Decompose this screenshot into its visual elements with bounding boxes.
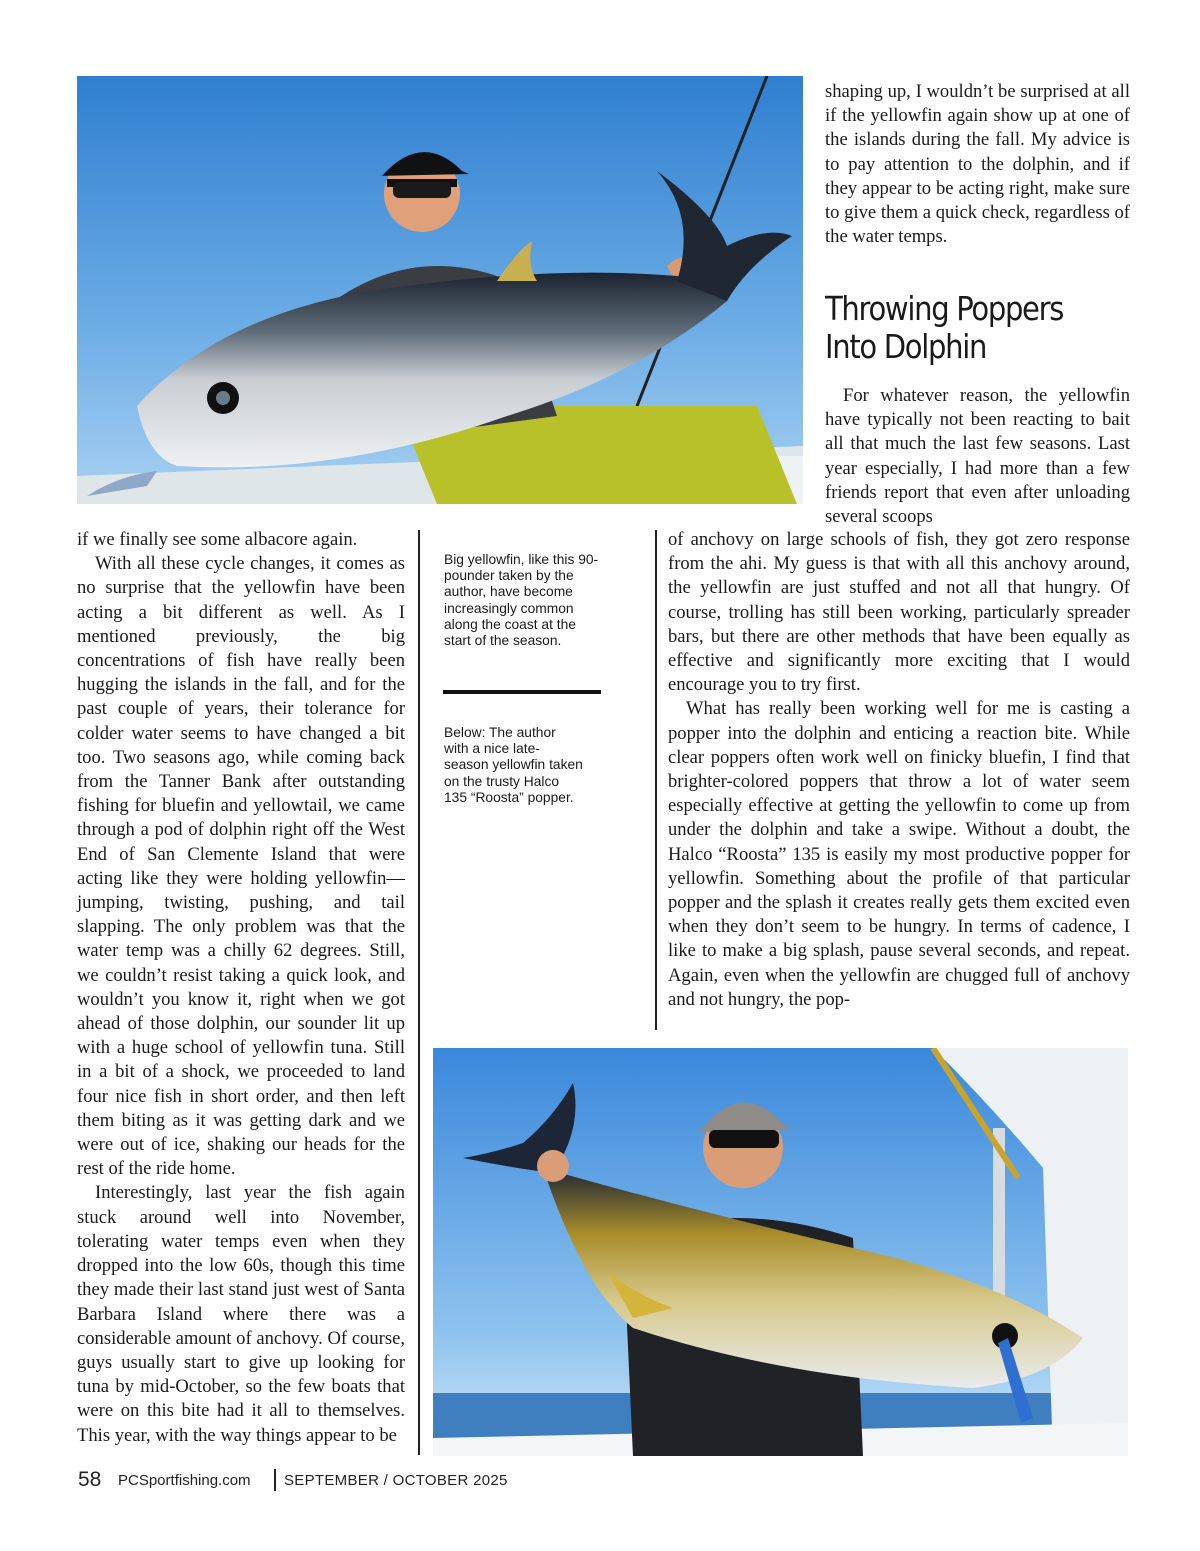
right-column-mid-text	[825, 384, 1130, 529]
paragraph: What has really been working well for me is casting a popper into the dolphin and enticing a reaction bite. While clear poppers often work well on finicky bluefin, I find that brighter-colored poppers that throw a lot of water seem especially effective at getting the yellowfin to come up from under the dolphin and take a swipe. Without a doubt, the Halco “Roosta” 135 is easily my most productive popper for yellowfin. Something about the profile of that particular popper and the splash it creates really gets them excited even when they don’t seem to be hungry. In terms of cadence, I like to make a big splash, pause several seconds, and repeat. Again, even when the yellowfin are chugged full of anchovy and not hungry, the pop-	[668, 698, 1130, 1010]
caption-rule	[443, 690, 601, 694]
issue-date: SEPTEMBER / OCTOBER 2025	[284, 1472, 508, 1489]
paragraph: shaping up, I wouldn’t be surprised at all if the yellowfin again show up at one of the islands during the fall. My advice is to pay attention to the dolphin, and if they appear to be acting right, make sure to give them a quick check, regardless of the water temps.	[825, 81, 1130, 248]
page-number: 58	[78, 1468, 102, 1491]
paragraph: For whatever reason, the yellowfin have typically not been reacting to bait all that much the last few seasons. Last year especially, I had more than a few friends report that even after unloading several scoops	[825, 385, 1130, 528]
heading-line-1: Throwing Poppers	[825, 289, 1064, 328]
heading-line-2: Into Dolphin	[825, 327, 987, 366]
middle-wide-text	[668, 528, 1130, 1012]
section-heading	[825, 290, 1093, 366]
column-divider-right	[655, 530, 657, 1030]
caption-bottom: Below: The author with a nice late-season yellowfin taken on the trusty Halco 135 “Roosta” popper.	[444, 725, 583, 805]
top-photo	[77, 76, 803, 504]
paragraph: Interestingly, last year the fish again stuck around well into November, tolerating water temps even when they dropped into the low 60s, though this time they made their last stand just west of Santa Barbara Island where there was a considerable amount of anchovy. Of course, guys usually start to give up looking for tuna by mid-October, so the few boats that were on this bite had it all to themselves. This year, with the way things appear to be	[77, 1182, 405, 1446]
column-divider-left	[418, 530, 420, 1455]
bottom-photo	[433, 1048, 1128, 1456]
left-column-text	[77, 528, 405, 1448]
paragraph: if we finally see some albacore again.	[77, 529, 358, 550]
paragraph: of anchovy on large schools of fish, they got zero response from the ahi. My guess is that with all this anchovy around, the yellowfin are just stuffed and not all that hungry. Of course, trolling has still been working, particularly spreader bars, but there are other methods that have been equally as effective and significantly more exciting that I would encourage you to try first.	[668, 529, 1130, 696]
paragraph: With all these cycle changes, it comes as no surprise that the yellowfin have been acting a bit different as well. As I mentioned previously, the big concentrations of fish have really been hugging the islands in the fall, and for the past couple of years, their tolerance for colder water seems to have changed a bit too. Two seasons ago, while coming back from the Tanner Bank after outstanding fishing for bluefin and yellowtail, we came through a pod of dolphin right off the West End of San Clemente Island that were acting like they were holding yellowfin—jumping, twisting, pushing, and tail slapping. The only problem was that the water temp was a chilly 62 degrees. Still, we couldn’t resist taking a quick look, and wouldn’t you know it, right when we got ahead of those dolphin, our sounder lit up with a huge school of yellowfin tuna. Still in a bit of a shock, we proceeded to land four nice fish in short order, and then left them biting as it was getting dark and we were out of ice, shaking our heads for the rest of the ride home.	[77, 553, 405, 1180]
footer-divider	[274, 1469, 276, 1491]
caption-top: Big yellowfin, like this 90-pounder taken by the author, have become increasingly common along the coast at the start of the season.	[444, 552, 599, 649]
right-column-top-text	[825, 80, 1130, 249]
website-link[interactable]: PCSportfishing.com	[118, 1472, 251, 1489]
